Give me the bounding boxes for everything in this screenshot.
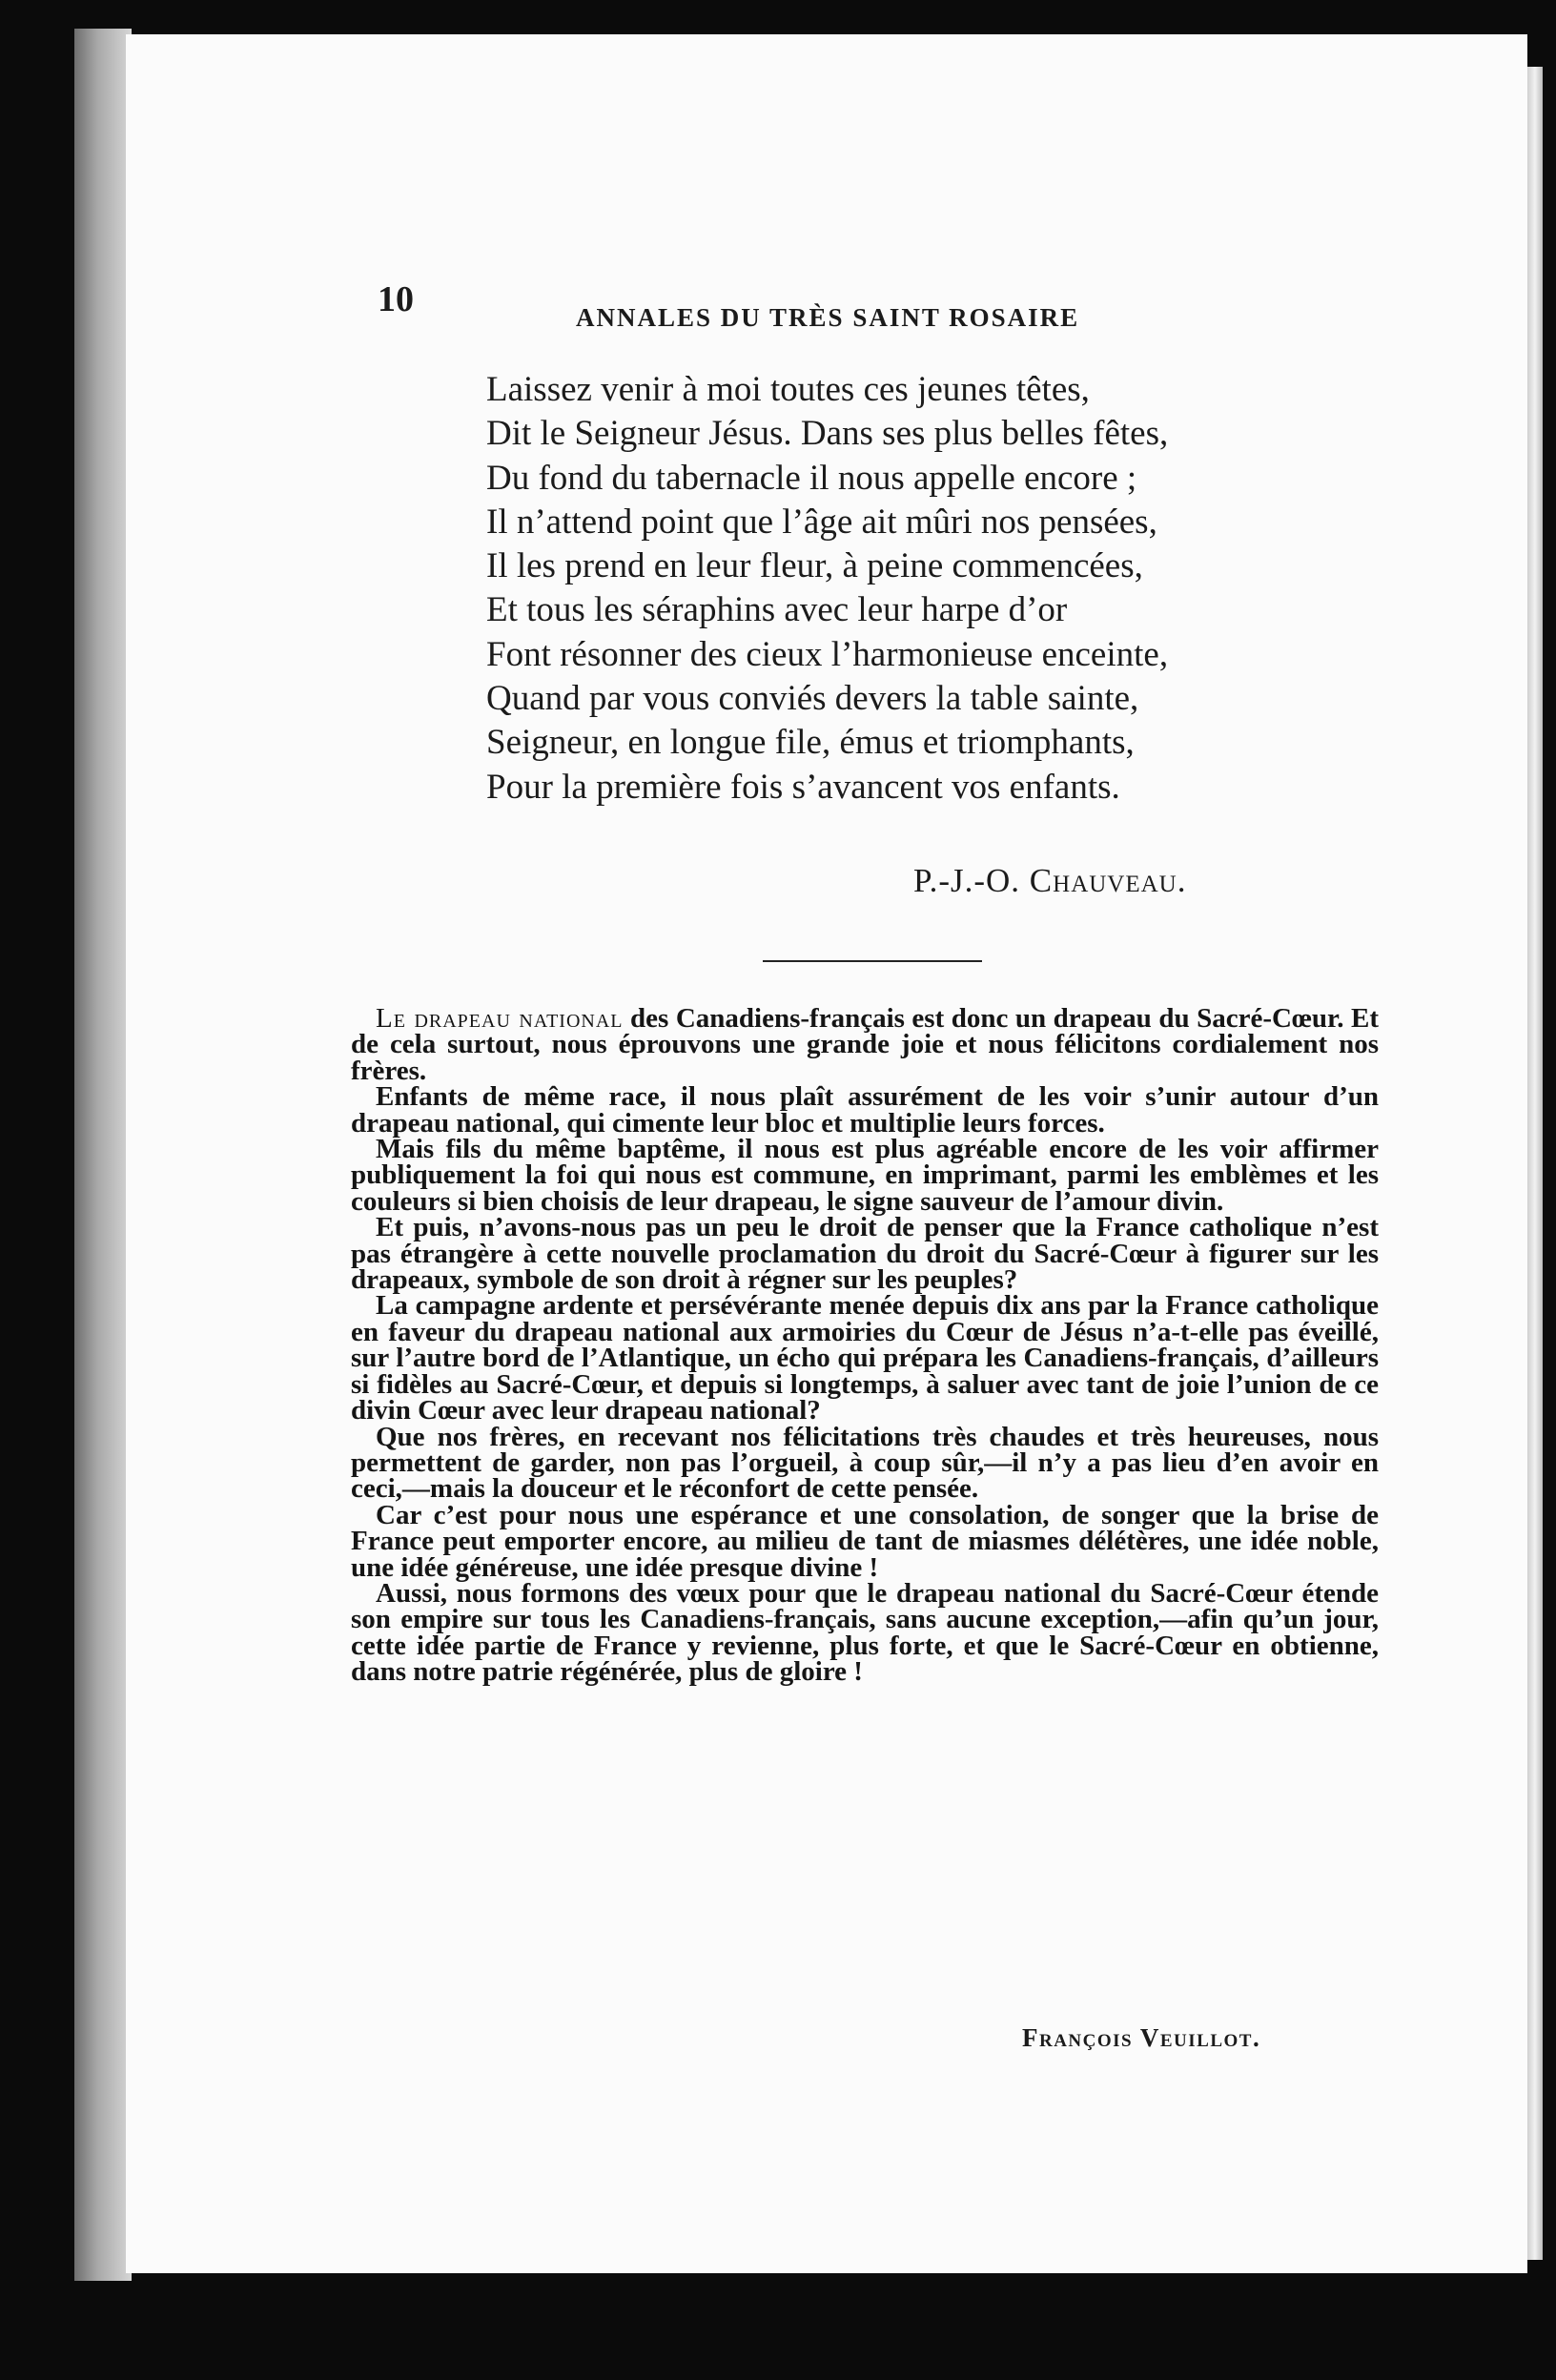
poem-line: Pour la première fois s’avancent vos enfants. bbox=[486, 767, 1120, 807]
article-paragraph: Et puis, n’avons-nous pas un peu le droit de penser que la France catholique n’est pas étrangère à cette nouvelle proclamation du droit du Sacré-Cœur à figurer sur les drapeaux, symbole de son droit à régner sur les peuples? bbox=[351, 1212, 1379, 1296]
article-signature: François Veuillot. bbox=[1022, 2023, 1261, 2052]
article-paragraph: Que nos frères, en recevant nos félicitations très chaudes et très heureuses, nous permettent de garder, non pas l’orgueil, à coup sûr,—il n’y a pas lieu d’en avoir en ceci,—mais la douceur et le réconfort de cette pensée. bbox=[351, 1421, 1379, 1505]
page-edge bbox=[1527, 67, 1543, 2260]
book-gutter bbox=[74, 29, 132, 2281]
poem-line: Il n’attend point que l’âge ait mûri nos pensées, bbox=[486, 502, 1157, 542]
poem-author: P.-J.-O. Chauveau. bbox=[913, 862, 1187, 899]
article-paragraph: Aussi, nous formons des vœux pour que le drapeau national du Sacré-Cœur étende son empire sur tous les Canadiens-français, sans aucune exception,—afin qu’un jour, cette idée partie de France y revienne, plus forte, et que le Sacré-Cœur en obtienne, dans notre patrie régénérée, plus de gloire ! bbox=[351, 1577, 1379, 1688]
poem bbox=[486, 368, 1344, 810]
article-paragraph: La campagne ardente et persévérante menée depuis dix ans par la France catholique en faveur du drapeau national aux armoiries du Cœur de Jésus n’a-t-elle pas éveillé, sur l’autre bord de l’Atlantique, un écho qui prépara les Canadiens-français, d’ailleurs si fidèles au Sacré-Cœur, et depuis si longtemps, à saluer avec tant de joie l’union de ce divin Cœur avec leur drapeau national? bbox=[351, 1290, 1379, 1426]
poem-line: Quand par vous conviés devers la table sainte, bbox=[486, 679, 1139, 719]
poem-line: Il les prend en leur fleur, à peine commencées, bbox=[486, 546, 1143, 586]
article-paragraph: Enfants de même race, il nous plaît assurément de les voir s’unir autour d’un drapeau national, qui cimente leur bloc et multiplie leurs forces. bbox=[351, 1081, 1379, 1139]
article-paragraph: Car c’est pour nous une espérance et une consolation, de songer que la brise de France peut emporter encore, au milieu de tant de miasmes délétères, une idée noble, une idée généreuse, une idée presque divine ! bbox=[351, 1499, 1379, 1583]
article-paragraph bbox=[351, 1003, 1379, 1086]
section-divider bbox=[763, 960, 982, 962]
article-body bbox=[351, 1003, 1379, 1688]
article-paragraph: Mais fils du même baptême, il nous est plus agréable encore de les voir affirmer publiquement la foi qui nous est commune, en imprimant, parmi les emblèmes et les couleurs si bien choisis de leur drapeau, le signe sauveur de l’amour divin. bbox=[351, 1134, 1379, 1217]
poem-line: Font résonner des cieux l’harmonieuse enceinte, bbox=[486, 634, 1169, 674]
poem-line: Et tous les séraphins avec leur harpe d’or bbox=[486, 590, 1068, 630]
poem-line: Du fond du tabernacle il nous appelle encore ; bbox=[486, 458, 1137, 498]
poem-line: Seigneur, en longue file, émus et triomphants, bbox=[486, 723, 1135, 763]
poem-line: Dit le Seigneur Jésus. Dans ses plus belles fêtes, bbox=[486, 414, 1169, 454]
poem-line: Laissez venir à moi toutes ces jeunes têtes, bbox=[486, 370, 1090, 409]
running-head: ANNALES DU TRÈS SAINT ROSAIRE bbox=[576, 303, 1080, 332]
paragraph-text: des Canadiens-français est donc un drapeau du Sacré-Cœur. Et de cela surtout, nous éprouvons une grande joie et nous félicitons cordialement nos frères. bbox=[351, 1003, 1379, 1086]
page-number: 10 bbox=[378, 279, 414, 319]
lead-small-caps: Le drapeau national bbox=[376, 1003, 624, 1034]
